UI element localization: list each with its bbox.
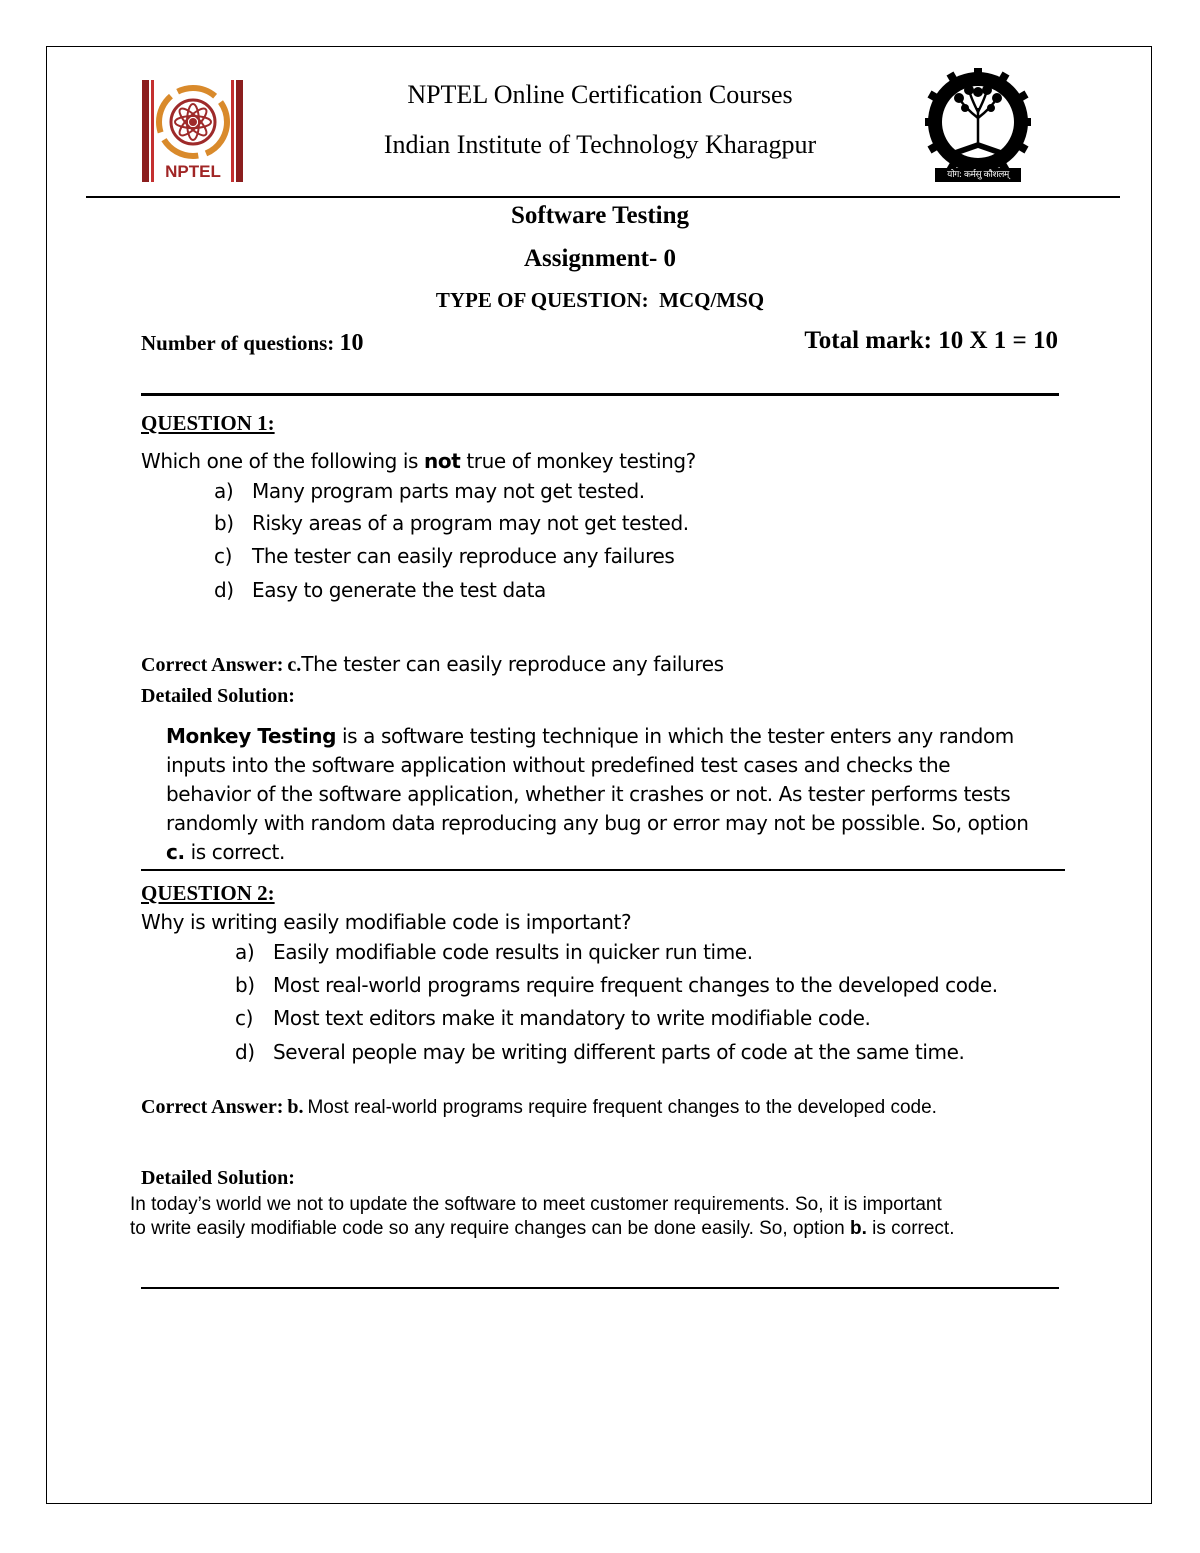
option-label: b) <box>235 973 255 997</box>
answer-option: c. <box>287 654 302 676</box>
question-1-option-c <box>214 544 674 568</box>
question-type <box>0 288 1200 313</box>
iit-motto: योग: कर्मसु कौशलम् <box>947 170 1009 180</box>
answer-label: Correct Answer: <box>141 654 284 676</box>
answer-option: b. <box>287 1096 304 1118</box>
answer-text: The tester can easily reproduce any failures <box>301 652 724 676</box>
assignment-title: Assignment- 0 <box>523 245 677 272</box>
question-1-text <box>141 449 696 473</box>
solution-option: b. <box>849 1218 867 1239</box>
question-2-option-a <box>235 940 753 964</box>
option-label: c) <box>235 1006 253 1030</box>
question-type-label: TYPE OF QUESTION: <box>435 288 649 312</box>
question-2-solution-label: Detailed Solution: <box>141 1167 295 1189</box>
question-2-solution-line-1: In today’s world we not to update the software to meet customer requirements. So, it is important <box>130 1194 942 1215</box>
solution-end: is correct. <box>866 1218 955 1239</box>
option-label: d) <box>235 1040 255 1064</box>
num-questions-value: 10 <box>339 330 364 356</box>
question-type-value: MCQ/MSQ <box>659 288 765 312</box>
option-label: c) <box>214 544 232 568</box>
question-1-answer <box>141 652 724 677</box>
course-title: Software Testing <box>510 202 690 229</box>
question-2-divider <box>141 1287 1059 1289</box>
question-2-option-c <box>235 1006 870 1030</box>
question-1-option-b <box>214 511 689 535</box>
question-1-solution-text <box>166 722 1036 867</box>
option-label: a) <box>235 940 255 964</box>
question-1-solution-label: Detailed Solution: <box>141 685 295 707</box>
option-text: The tester can easily reproduce any failures <box>252 544 675 568</box>
option-text: Most real-world programs require frequent changes to the developed code. <box>273 973 998 997</box>
solution-body: is a software testing technique in which the tester enters any random inputs into the software application without predefined test cases and checks the behavior of the software application, whether it crashes or not. As tester performs tests randomly with random data reproducing any bug or error may not be possible. So, option <box>166 724 1029 835</box>
question-1-text-end: true of monkey testing? <box>460 449 696 473</box>
solution-body: to write easily modifiable code so any require changes can be done easily. So, option <box>130 1218 850 1239</box>
option-text: Easily modifiable code results in quicker run time. <box>273 940 753 964</box>
option-label: a) <box>214 479 234 503</box>
header-line-1: NPTEL Online Certification Courses <box>407 80 793 109</box>
question-1-option-d <box>214 578 546 602</box>
solution-term: Monkey Testing <box>166 724 337 748</box>
option-label: b) <box>214 511 234 535</box>
nptel-logo-label: NPTEL <box>165 162 221 181</box>
title-divider <box>141 393 1059 396</box>
option-text: Most text editors make it mandatory to write modifiable code. <box>273 1006 871 1030</box>
question-1-text-start: Which one of the following is <box>141 449 425 473</box>
option-label: d) <box>214 578 234 602</box>
question-1-divider <box>141 869 1065 871</box>
num-questions-label: Number of questions: <box>141 331 335 355</box>
question-2-option-d <box>235 1040 964 1064</box>
total-mark: Total mark: 10 X 1 = 10 <box>804 327 1058 354</box>
solution-option: c. <box>166 840 185 864</box>
question-2-option-b <box>235 973 998 997</box>
header-divider <box>86 196 1120 198</box>
option-text: Many program parts may not get tested. <box>252 479 645 503</box>
question-2-solution-line-2 <box>130 1218 954 1240</box>
question-1-text-emphasis: not <box>424 449 461 473</box>
question-1-title: QUESTION 1: <box>141 411 275 435</box>
answer-text: Most real-world programs require frequent changes to the developed code. <box>307 1097 937 1118</box>
option-text: Easy to generate the test data <box>252 578 546 602</box>
question-2-text: Why is writing easily modifiable code is important? <box>141 910 632 934</box>
solution-end: is correct. <box>184 840 285 864</box>
question-2-title: QUESTION 2: <box>141 881 275 905</box>
option-text: Several people may be writing different parts of code at the same time. <box>273 1040 965 1064</box>
number-of-questions <box>141 330 364 357</box>
header-line-2: Indian Institute of Technology Kharagpur <box>383 130 817 159</box>
answer-label: Correct Answer: <box>141 1096 284 1118</box>
question-2-answer <box>141 1096 937 1119</box>
question-1-option-a <box>214 479 645 503</box>
option-text: Risky areas of a program may not get tested. <box>252 511 689 535</box>
